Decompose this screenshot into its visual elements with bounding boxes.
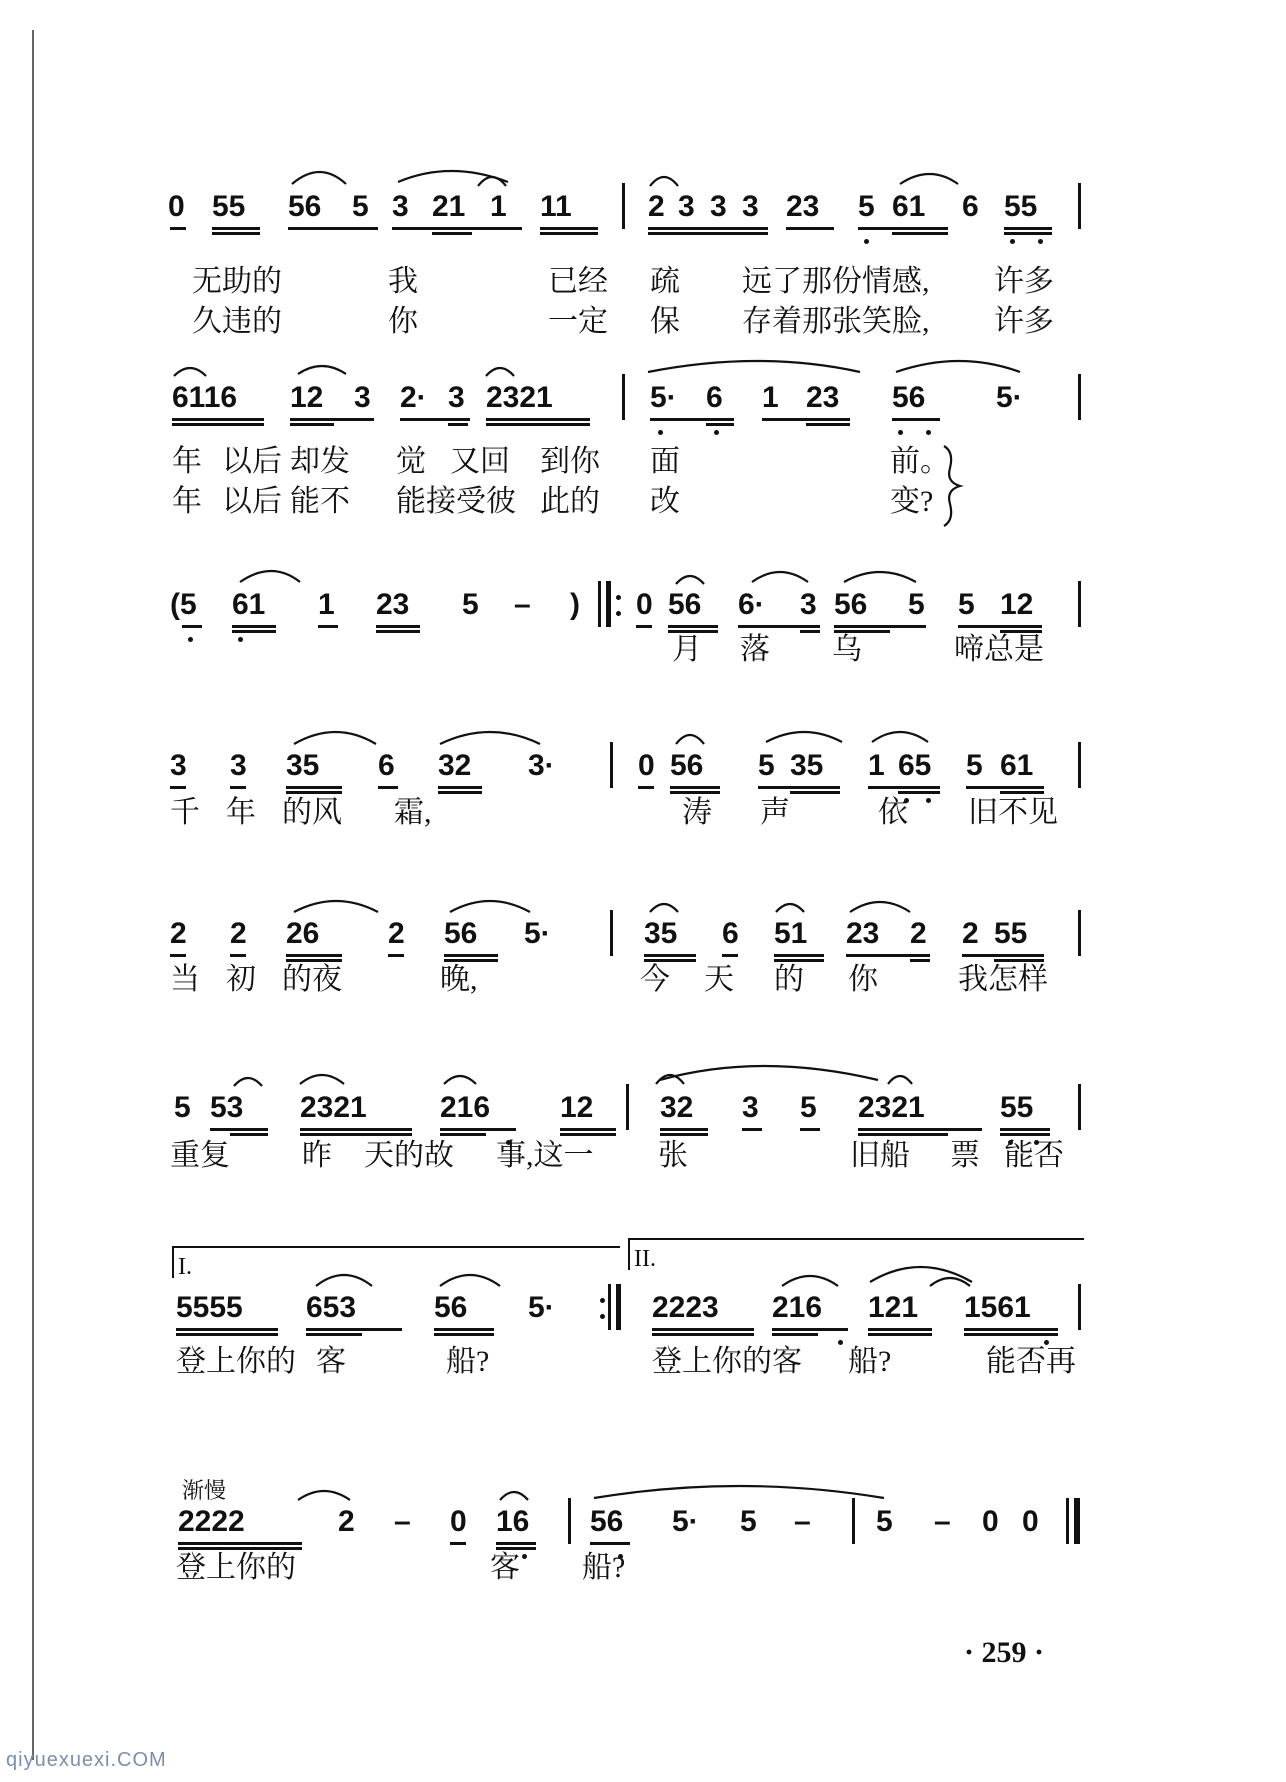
note: 12 (1000, 588, 1034, 621)
note: 5· (528, 1291, 555, 1324)
note: 5 (858, 190, 875, 223)
lyric: 能否 (1004, 1139, 1064, 1172)
lyric: 你 (388, 305, 418, 338)
lyric: 的风 (282, 796, 342, 829)
note: 56 (670, 749, 704, 782)
note: 0 (638, 749, 655, 782)
note: 12 (560, 1091, 594, 1124)
lyric: 旧不见 (968, 796, 1058, 829)
note: 56 (668, 588, 702, 621)
note: 121 (868, 1291, 919, 1324)
note: 6 (378, 749, 395, 782)
note: 6 (962, 190, 979, 223)
lyric: 霜, (394, 796, 432, 829)
note: 5· (672, 1505, 699, 1538)
lyric: 票 (950, 1139, 980, 1172)
second-ending-label: II. (634, 1246, 656, 1272)
note: 5· (996, 381, 1023, 414)
lyric: 我怎样 (958, 963, 1048, 996)
bar-line (1078, 374, 1081, 420)
bar-line (1078, 1284, 1081, 1330)
note: 2 (648, 190, 665, 223)
lyric: 旧船 (850, 1139, 910, 1172)
lyric: 觉 (396, 445, 426, 478)
note: 1 (762, 381, 779, 414)
note: 1 (868, 749, 885, 782)
lyric-row-1-verse-1 (0, 262, 1286, 302)
note: – (794, 1505, 811, 1538)
lyric: 许多 (994, 305, 1054, 338)
note: 23 (376, 588, 410, 621)
lyric: 天的故 (364, 1139, 454, 1172)
note: – (934, 1505, 951, 1538)
lyric: 年 (172, 445, 202, 478)
final-bar-line (1074, 1498, 1080, 1544)
note: 56 (288, 190, 322, 223)
bar-line (1078, 1084, 1081, 1130)
note: 653 (306, 1291, 357, 1324)
lyric: 能不 (290, 485, 350, 518)
lyric: 以后 (222, 445, 282, 478)
lyric: 以后 (222, 485, 282, 518)
first-ending-label: I. (178, 1254, 192, 1280)
note: 5 (800, 1091, 817, 1124)
note: 2 (230, 917, 247, 950)
note: 51 (774, 917, 808, 950)
note: 32 (438, 749, 472, 782)
note: 3 (678, 190, 695, 223)
note: 0 (636, 588, 653, 621)
note: 2 (170, 917, 187, 950)
note: 23 (806, 381, 840, 414)
lyric: 一定 (548, 305, 608, 338)
note: 3 (354, 381, 371, 414)
lyric: 的 (774, 963, 804, 996)
note: (5 (170, 588, 197, 621)
note: 53 (210, 1091, 244, 1124)
note: 2222 (178, 1505, 245, 1538)
bar-line (568, 1498, 571, 1544)
lyric: 初 (226, 963, 256, 996)
lyric: 改 (650, 485, 680, 518)
note: 56 (434, 1291, 468, 1324)
note: 35 (644, 917, 678, 950)
lyric-row-6 (0, 1136, 1286, 1176)
bar-line (626, 1084, 629, 1130)
note: 0 (450, 1505, 467, 1538)
lyric: 能接受彼 (396, 485, 516, 518)
lyric: 疏 (650, 265, 680, 298)
note: 3 (170, 749, 187, 782)
lyric: 登上你的 (176, 1551, 296, 1584)
lyric: 存着那张笑脸, (742, 305, 930, 338)
notation-row-7 (0, 1288, 1286, 1328)
note: 3 (392, 190, 409, 223)
lyric: 落 (740, 633, 770, 666)
repeat-bar-line (606, 581, 611, 627)
page-number: · 259 · (964, 1636, 1045, 1669)
bar-line (622, 183, 625, 229)
note: 6· (738, 588, 765, 621)
lyric: 久违的 (192, 305, 282, 338)
note: 5 (758, 749, 775, 782)
note: 1 (490, 190, 507, 223)
notation-row-4 (0, 746, 1286, 786)
note: 56 (590, 1505, 624, 1538)
note: – (514, 588, 531, 621)
lyric: 年 (172, 485, 202, 518)
bar-line (1078, 183, 1081, 229)
note: 3 (710, 190, 727, 223)
lyric-row-4 (0, 793, 1286, 833)
note: 23 (846, 917, 880, 950)
note: 35 (286, 749, 320, 782)
note: 216 (772, 1291, 823, 1324)
note: 61 (1000, 749, 1034, 782)
note: 2 (910, 917, 927, 950)
note: 11 (540, 190, 572, 223)
bar-line (1078, 742, 1081, 788)
lyric: 天 (704, 963, 734, 996)
note: 3 (448, 381, 465, 414)
note: 5· (524, 917, 551, 950)
lyric-row-1-verse-2 (0, 302, 1286, 342)
note: 61 (892, 190, 926, 223)
lyric: 事,这一 (496, 1139, 594, 1172)
note: 5 (908, 588, 925, 621)
note: 16 (496, 1505, 530, 1538)
lyric: 昨 (302, 1139, 332, 1172)
note: 1 (318, 588, 335, 621)
note: 55 (1000, 1091, 1034, 1124)
bar-line (852, 1498, 855, 1544)
bar-line (1078, 910, 1081, 956)
note: 21 (432, 190, 466, 223)
note: 2 (962, 917, 979, 950)
note: 56 (444, 917, 478, 950)
lyric: 千 (170, 796, 200, 829)
note: 0 (982, 1505, 999, 1538)
lyric: 啼总是 (954, 633, 1044, 666)
note: 56 (892, 381, 926, 414)
lyric: 晚, (440, 963, 478, 996)
notation-row-3 (0, 585, 1286, 625)
lyric: 涛 (682, 796, 712, 829)
lyric: 许多 (994, 265, 1054, 298)
lyric-row-2-verse-2 (0, 482, 1286, 522)
repeat-bar-line (608, 1284, 611, 1330)
note: 5 (174, 1091, 191, 1124)
lyric: 我 (388, 265, 418, 298)
notation-row-2 (0, 378, 1286, 418)
note: 6116 (172, 381, 238, 414)
lyric: 此的 (540, 485, 600, 518)
note: 35 (790, 749, 824, 782)
lyric: 月 (672, 633, 702, 666)
watermark: qiyuexuexi.COM (6, 1749, 167, 1771)
note: 2 (338, 1505, 355, 1538)
lyric: 船? (446, 1345, 490, 1378)
note: 6 (706, 381, 723, 414)
note: 3· (528, 749, 555, 782)
repeat-bar-line (598, 581, 601, 627)
note: 23 (786, 190, 820, 223)
lyric: 客 (490, 1551, 520, 1584)
note: 5 (740, 1505, 757, 1538)
note: 12 (290, 381, 324, 414)
note: 5 (958, 588, 975, 621)
note: 0 (1022, 1505, 1039, 1538)
lyric: 乌 (832, 633, 862, 666)
lyric: 的夜 (282, 963, 342, 996)
note: 3 (230, 749, 247, 782)
bar-line (1078, 581, 1081, 627)
note: 5 (966, 749, 983, 782)
note: 32 (660, 1091, 694, 1124)
lyric-row-2-verse-1 (0, 442, 1286, 482)
note: 2321 (486, 381, 553, 414)
lyric-row-7 (0, 1342, 1286, 1382)
note: 55 (212, 190, 246, 223)
bar-line (610, 742, 613, 788)
second-ending-bracket (628, 1238, 1084, 1270)
lyric: 年 (226, 796, 256, 829)
note: 5 (352, 190, 369, 223)
note: 3 (800, 588, 817, 621)
lyric: 当 (170, 963, 200, 996)
note: 26 (286, 917, 320, 950)
lyric: 声 (760, 796, 790, 829)
lyric: 张 (658, 1139, 688, 1172)
lyric: 船? (582, 1551, 626, 1584)
lyric: 远了那份情感, (742, 265, 930, 298)
final-bar-line (1066, 1498, 1069, 1544)
note: 0 (168, 190, 185, 223)
notation-row-6 (0, 1088, 1286, 1128)
note: 55 (1004, 190, 1038, 223)
lyric: 今 (640, 963, 670, 996)
note: 56 (834, 588, 868, 621)
lyric: 登上你的客 (652, 1345, 802, 1378)
lyric: 依 (878, 796, 908, 829)
note: 2321 (858, 1091, 925, 1124)
lyric: 登上你的 (176, 1345, 296, 1378)
lyric: 你 (848, 963, 878, 996)
note: 5555 (176, 1291, 243, 1324)
repeat-bar-line (616, 1284, 621, 1330)
lyric: 无助的 (192, 265, 282, 298)
lyric: 前。 (890, 445, 950, 478)
note: 3 (742, 190, 759, 223)
lyric: 到你 (540, 445, 600, 478)
notation-row-5 (0, 914, 1286, 954)
lyric-row-5 (0, 960, 1286, 1000)
note: 6 (722, 917, 739, 950)
bar-line (610, 910, 613, 956)
bar-line (622, 374, 625, 420)
note: 2321 (300, 1091, 367, 1124)
lyric: 却发 (290, 445, 350, 478)
lyric: 又回 (450, 445, 510, 478)
lyric: 能否再 (986, 1345, 1076, 1378)
note: 5 (462, 588, 479, 621)
note: 5· (650, 381, 677, 414)
note: ) (570, 588, 580, 621)
note: 65 (898, 749, 932, 782)
lyric: 船? (848, 1345, 892, 1378)
lyric-row-8 (0, 1548, 1286, 1588)
notation-row-1 (0, 187, 1286, 227)
lyric: 重复 (170, 1139, 230, 1172)
lyric: 客 (316, 1345, 346, 1378)
note: 61 (232, 588, 266, 621)
lyric: 面 (650, 445, 680, 478)
note: 216 (440, 1091, 491, 1124)
lyric: 保 (650, 305, 680, 338)
lyric: 变? (890, 485, 934, 518)
note: 3 (742, 1091, 759, 1124)
lyric-row-3 (0, 630, 1286, 670)
note: 55 (994, 917, 1028, 950)
lyric: 已经 (548, 265, 608, 298)
note: 2 (388, 917, 405, 950)
note: 2223 (652, 1291, 719, 1324)
note: 5 (876, 1505, 893, 1538)
note: 2· (400, 381, 427, 414)
note: – (394, 1505, 411, 1538)
note: 1561 (964, 1291, 1031, 1324)
notation-row-8 (0, 1502, 1286, 1542)
first-ending-bracket (172, 1246, 620, 1278)
tempo-marking: 渐慢 (182, 1478, 227, 1503)
